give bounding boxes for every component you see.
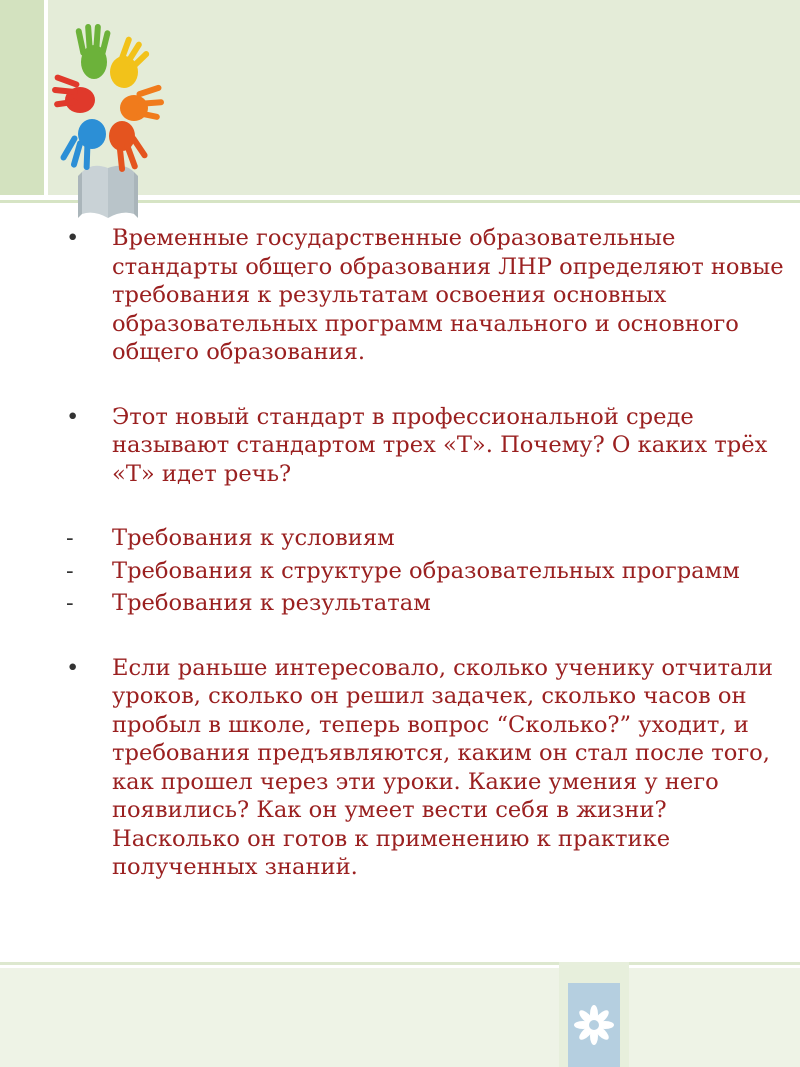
left-strip-divider bbox=[44, 0, 48, 195]
bullet-item-1 bbox=[66, 224, 786, 367]
bullet-text-1: Временные государственные образовательные стандарты общего образования ЛНР определяют новые требования к результатам освоения основных образовательных программ начального и основного общего образования. bbox=[112, 225, 784, 365]
bottom-divider bbox=[0, 962, 800, 965]
dash-item-2 bbox=[66, 557, 786, 586]
bullet-marker: • bbox=[66, 654, 80, 681]
bottom-badge bbox=[568, 983, 620, 1067]
bullet-item-2 bbox=[66, 403, 786, 489]
dash-item-1 bbox=[66, 524, 786, 553]
dash-text-1: Требования к условиям bbox=[112, 525, 395, 551]
bullet-item-3 bbox=[66, 654, 786, 882]
bullet-marker: • bbox=[66, 403, 80, 430]
bullet-text-2: Этот новый стандарт в профессиональной среде называют стандартом трех «Т». Почему? О каких трёх «Т» идет речь? bbox=[112, 403, 768, 487]
bottom-decor-band bbox=[0, 968, 800, 1067]
dash-marker: - bbox=[66, 525, 74, 551]
dash-marker: - bbox=[66, 557, 74, 584]
left-decor-strip bbox=[0, 0, 44, 195]
bullet-text-3: Если раньше интересовало, сколько ученику отчитали уроков, сколько он решил задачек, сколько часов он пробыл в школе, теперь вопрос “Сколько?” уходит, и требования предъявляются, каким он стал после того, как прошел через эти уроки. Какие умения у него появились? Как он умеет вести себя в жизни? Насколько он готов к применению к практике полученных знаний. bbox=[112, 654, 773, 880]
dash-text-3: Требования к результатам bbox=[112, 590, 431, 616]
dash-marker: - bbox=[66, 590, 74, 616]
hands-circle-logo-icon bbox=[52, 22, 164, 222]
white-flower-icon bbox=[568, 983, 620, 1067]
dash-text-2: Требования к структуре образовательных программ bbox=[112, 557, 740, 584]
dash-item-3 bbox=[66, 589, 786, 618]
bullet-marker: • bbox=[66, 225, 80, 251]
slide-content bbox=[66, 224, 786, 882]
